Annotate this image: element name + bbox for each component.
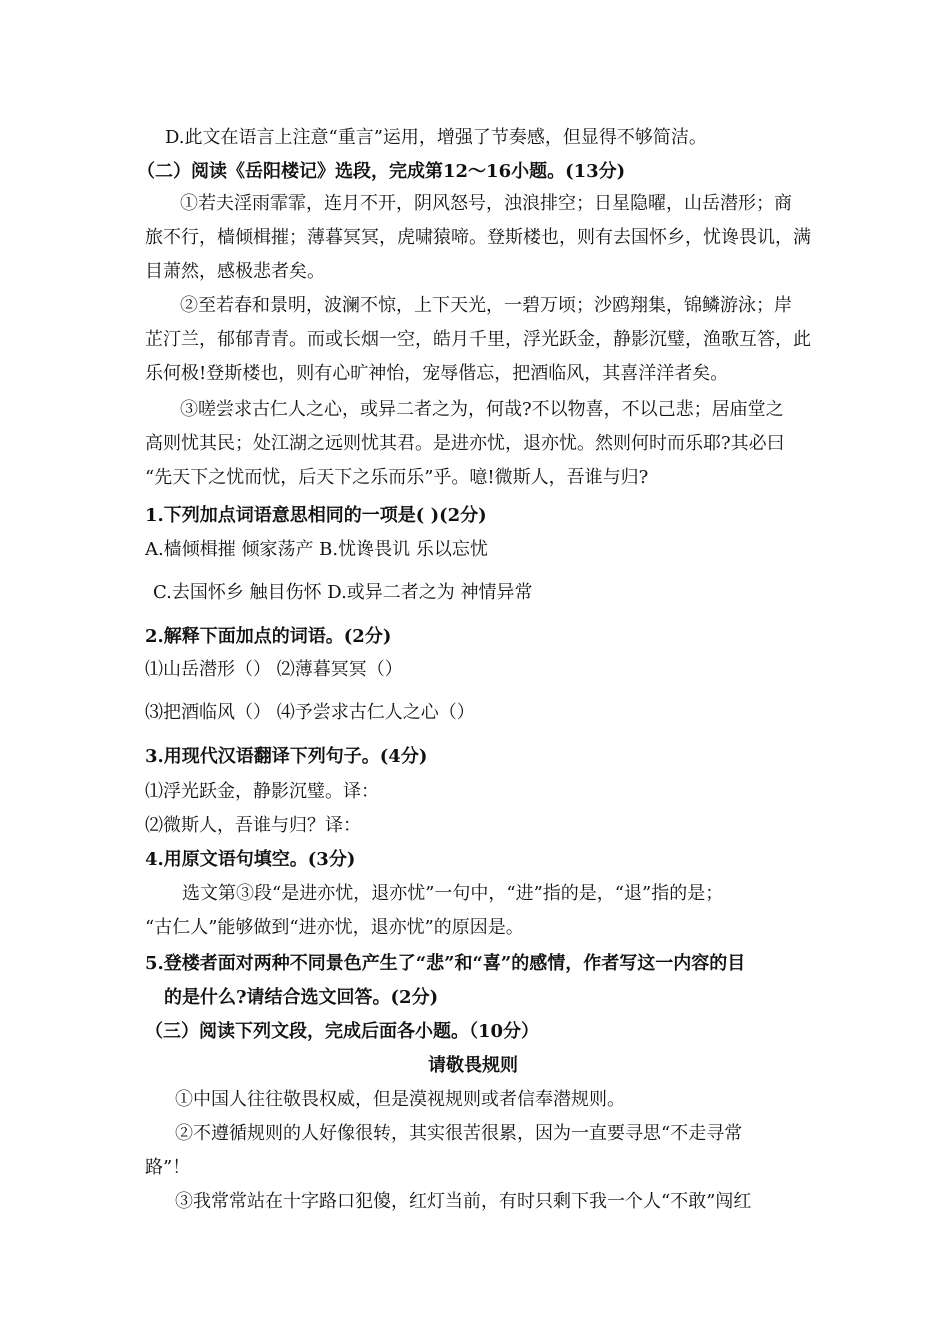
question-4-line-1: 选文第③段“是进亦忧，退亦忧”一句中，“进”指的是，“退”指的是； (182, 883, 724, 904)
question-5-line-1: 5.登楼者面对两种不同景色产生了“悲”和“喜”的感情，作者写这一内容的目 (145, 953, 746, 974)
question-1-options-cd: C.去国怀乡 触目伤怀 D.或异二者之为 神情异常 (153, 582, 533, 603)
passage-para-2-line-2: 芷汀兰，郁郁青青。而或长烟一空，皓月千里，浮光跃金，静影沉璧，渔歌互答，此 (145, 329, 811, 350)
section-2-heading: （二）阅读《岳阳楼记》选段，完成第12～16小题。(13分) (137, 161, 626, 182)
question-3: 3.用现代汉语翻译下列句子。(4分) (145, 746, 428, 767)
section-3-heading: （三）阅读下列文段，完成后面各小题。（10分） (145, 1021, 540, 1042)
article-para-2-line-2: 路”！ (145, 1157, 191, 1178)
passage-para-3-line-2: 高则忧其民；处江湖之远则忧其君。是进亦忧，退亦忧。然则何时而乐耶?其必曰 (145, 433, 785, 454)
question-2: 2.解释下面加点的词语。(2分) (145, 626, 392, 647)
passage-para-1-line-1: ①若夫淫雨霏霏，连月不开，阴风怒号，浊浪排空；日星隐曜，山岳潜形；商 (180, 193, 792, 214)
passage-para-1-line-3: 目萧然，感极悲者矣。 (145, 261, 325, 282)
question-5-line-2: 的是什么?请结合选文回答。(2分) (164, 987, 439, 1008)
passage-para-1-line-2: 旅不行，樯倾楫摧；薄暮冥冥，虎啸猿啼。登斯楼也，则有去国怀乡，忧谗畏讥，满 (145, 227, 811, 248)
question-2-items-2: ⑶把酒临风（） ⑷予尝求古仁人之心（） (145, 702, 475, 723)
article-para-2-line-1: ②不遵循规则的人好像很转，其实很苦很累，因为一直要寻思“不走寻常 (175, 1123, 743, 1144)
question-2-items-1: ⑴山岳潜形（） ⑵薄暮冥冥（） (145, 659, 403, 680)
article-para-3-line-1: ③我常常站在十字路口犯傻，红灯当前，有时只剩下我一个人“不敢”闯红 (175, 1191, 752, 1212)
article-title: 请敬畏规则 (428, 1055, 518, 1076)
passage-para-2-line-1: ②至若春和景明，波澜不惊，上下天光，一碧万顷；沙鸥翔集，锦鳞游泳；岸 (180, 295, 792, 316)
passage-para-2-line-3: 乐何极!登斯楼也，则有心旷神怡，宠辱偕忘，把酒临风，其喜洋洋者矣。 (145, 363, 729, 384)
article-para-1: ①中国人往往敬畏权威，但是漠视规则或者信奉潜规则。 (175, 1089, 625, 1110)
passage-para-3-line-3: “先天下之忧而忧，后天下之乐而乐”乎。噫!微斯人，吾谁与归? (145, 467, 649, 488)
question-4: 4.用原文语句填空。(3分) (145, 849, 356, 870)
question-4-line-2: “古仁人”能够做到“进亦忧，退亦忧”的原因是。 (145, 917, 524, 938)
option-d-line: D.此文在语言上注意“重言”运用，增强了节奏感，但显得不够简洁。 (165, 127, 707, 148)
passage-para-3-line-1: ③嗟尝求古仁人之心，或异二者之为，何哉?不以物喜，不以己悲；居庙堂之 (180, 399, 784, 420)
question-3-item-2: ⑵微斯人，吾谁与归？译： (145, 815, 361, 836)
question-1-options-ab: A.樯倾楫摧 倾家荡产 B.忧谗畏讥 乐以忘忧 (145, 539, 488, 560)
question-3-item-1: ⑴浮光跃金，静影沉璧。译： (145, 781, 379, 802)
question-1: 1.下列加点词语意思相同的一项是( )(2分) (145, 505, 487, 526)
